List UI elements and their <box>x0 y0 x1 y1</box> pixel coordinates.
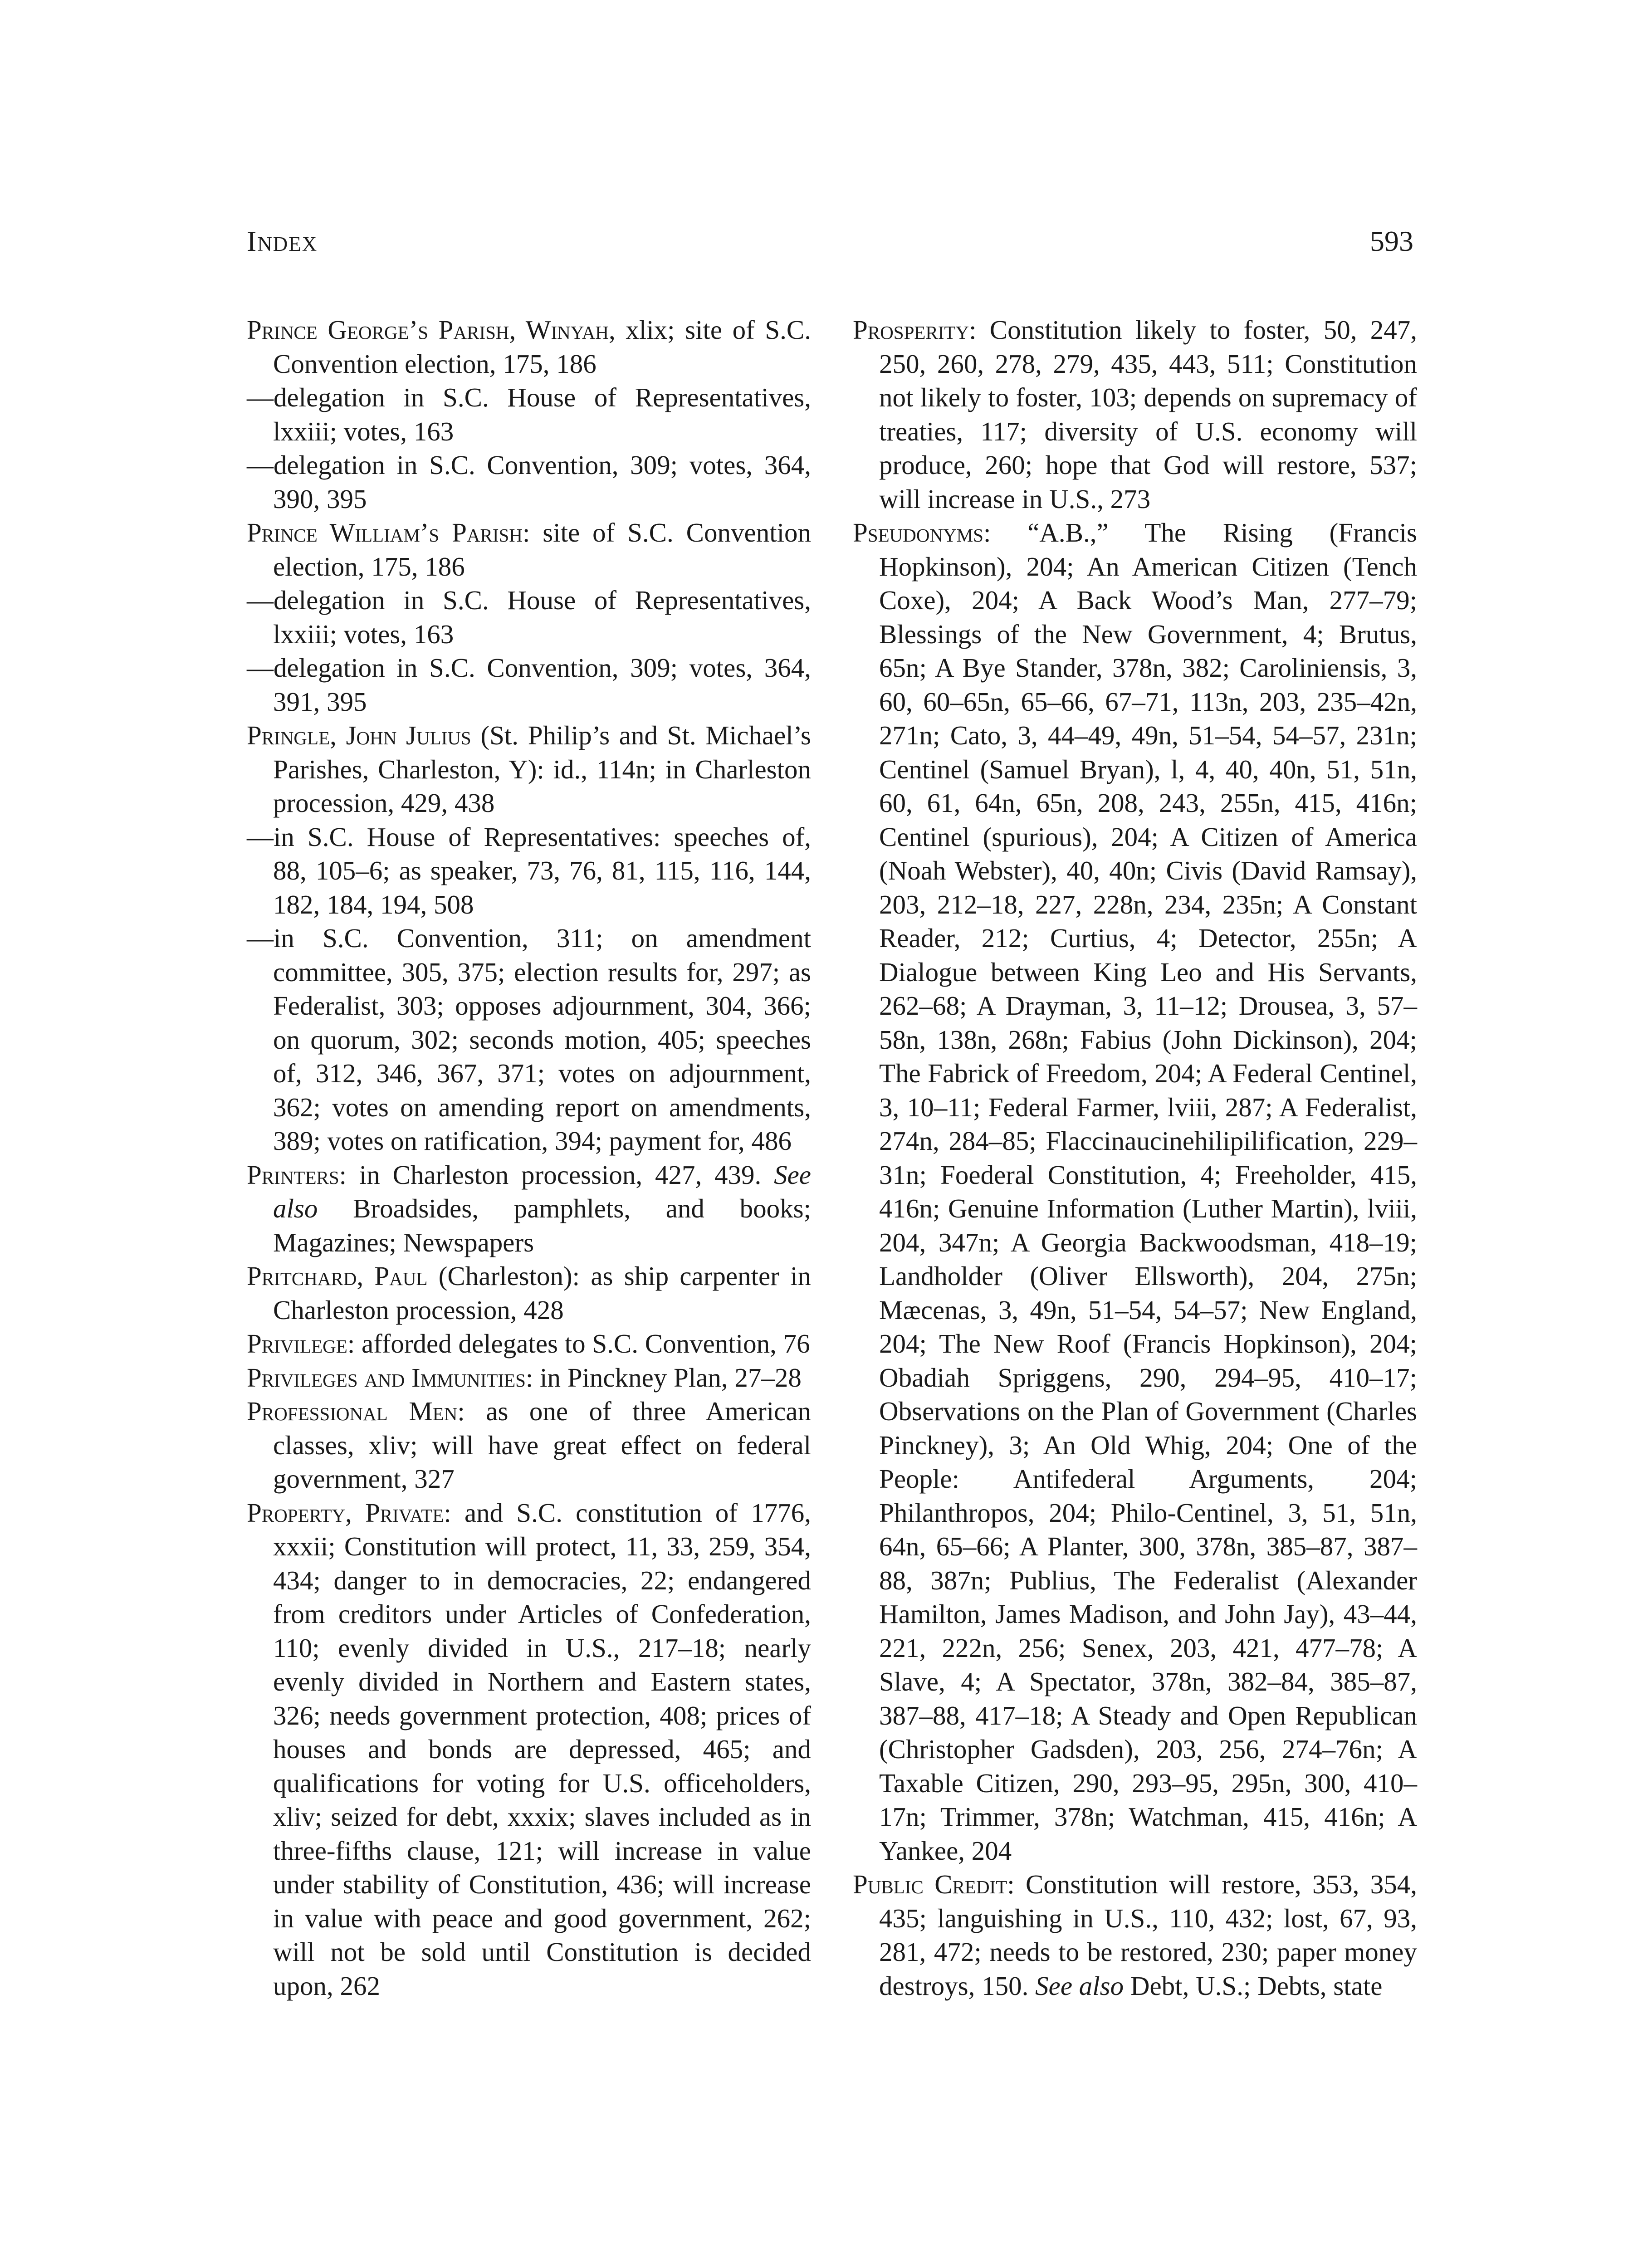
entry-heading: Pseudonyms <box>853 518 983 547</box>
entry-heading: Professional Men <box>247 1396 458 1426</box>
index-subentry: —delegation in S.C. Convention, 309; votes, 364, 391, 395 <box>247 653 811 717</box>
index-subentry: —delegation in S.C. House of Representatives, lxxiii; votes, 163 <box>247 585 811 649</box>
index-entry: Property, Private: and S.C. constitution of 1776, xxxii; Constitution will protect, 11, 33, 259, 354, 434; danger to in democracies, 22; endangered from creditors under Articles of Confederation, 110; evenly divided in U.S., 217–18; nearly evenly divided in Northern and Eastern states, 326; needs government protection, 408; prices of houses and bonds are depressed, 465; and qualifications for voting for U.S. officeholders, xliv; seized for debt, xxxix; slaves included as in three-fifths clause, 121; will increase in value under stability of Constitution, 436; will increase in value with peace and good government, 262; will not be sold until Constitution is decided upon, 262 <box>247 1497 811 2001</box>
index-subentry: —delegation in S.C. Convention, 309; votes, 364, 390, 395 <box>247 450 811 514</box>
page-number: 593 <box>1370 225 1413 257</box>
index-entry: Prince William’s Parish: site of S.C. Convention election, 175, 186 <box>247 518 811 582</box>
entry-heading: Prince William’s Parish <box>247 518 523 547</box>
entry-heading: Privilege <box>247 1329 347 1359</box>
page-header <box>247 225 1413 274</box>
index-entry: Professional Men: as one of three American classes, xliv; will have great effect on federal government, 327 <box>247 1396 811 1494</box>
index-entry: Privileges and Immunities: in Pinckney Plan, 27–28 <box>247 1362 802 1393</box>
index-subentry: —delegation in S.C. House of Representatives, lxxiii; votes, 163 <box>247 382 811 446</box>
index-entry: Pseudonyms: “A.B.,” The Rising (Francis Hopkinson), 204; An American Citizen (Tench Coxe), 204; A Back Wood’s Man, 277–79; Blessings of the New Government, 4; Brutus, 65n; A Bye Stander, 378n, 382; Caroliniensis, 3, 60, 60–65n, 65–66, 67–71, 113n, 203, 235–42n, 271n; Cato, 3, 44–49, 49n, 51–54, 54–57, 231n; Centinel (Samuel Bryan), l, 4, 40, 40n, 51, 51n, 60, 61, 64n, 65n, 208, 243, 255n, 415, 416n; Centinel (spurious), 204; A Citizen of America (Noah Webster), 40, 40n; Civis (David Ramsay), 203, 212–18, 227, 228n, 234, 235n; A Constant Reader, 212; Curtius, 4; Detector, 255n; A Dialogue between King Leo and His Servants, 262–68; A Drayman, 3, 11–12; Drousea, 3, 57–58n, 138n, 268n; Fabius (John Dickinson), 204; The Fabrick of Freedom, 204; A Federal Centinel, 3, 10–11; Federal Farmer, lviii, 287; A Federalist, 274n, 284–85; Flaccinaucinehilipilification, 229–31n; Foederal Constitution, 4; Freeholder, 415, 416n; Genuine Information (Luther Martin), lviii, 204, 347n; A Georgia Backwoodsman, 418–19; Landholder (Oliver Ellsworth), 204, 275n; Mæcenas, 3, 49n, 51–54, 54–57; New England, 204; The New Roof (Francis Hopkinson), 204; Obadiah Spriggens, 290, 294–95, 410–17; Observations on the Plan of Government (Charles Pinckney), 3; An Old Whig, 204; One of the People: Antifederal Arguments, 204; Philanthropos, 204; Philo-Centinel, 3, 51, 51n, 64n, 65–66; A Planter, 300, 378n, 385–87, 387–88, 387n; Publius, The Federalist (Alexander Hamilton, James Madison, and John Jay), 43–44, 221, 222n, 256; Senex, 203, 421, 477–78; A Slave, 4; A Spectator, 378n, 382–84, 385–87, 387–88, 417–18; A Steady and Open Republican (Christopher Gadsden), 203, 256, 274–76n; A Taxable Citizen, 290, 293–95, 295n, 300, 410–17n; Trimmer, 378n; Watchman, 415, 416n; A Yankee, 204 <box>853 518 1417 1866</box>
entry-heading: Property, Private <box>247 1497 444 1528</box>
see-also: See also <box>273 1159 811 1223</box>
entry-heading: Printers <box>247 1159 339 1190</box>
entry-heading: Pringle, John Julius <box>247 720 471 750</box>
entry-heading: Prince George’s Parish, Winyah <box>247 315 609 345</box>
running-head: Index <box>247 225 318 257</box>
index-entry: Pritchard, Paul (Charleston): as ship carpenter in Charleston procession, 428 <box>247 1261 811 1325</box>
index-entry: Prosperity: Constitution likely to foster, 50, 247, 250, 260, 278, 279, 435, 443, 511; Constitution not likely to foster, 103; depends on supremacy of treaties, 117; diversity of U.S. economy will produce, 260; hope that God will restore, 537; will increase in U.S., 273 <box>853 315 1417 514</box>
index-subentry: —in S.C. House of Representatives: speeches of, 88, 105–6; as speaker, 73, 76, 81, 115, 116, 144, 182, 184, 194, 508 <box>247 821 811 919</box>
index-subentry: —in S.C. Convention, 311; on amendment committee, 305, 375; election results for, 297; as Federalist, 303; opposes adjournment, 304, 366; on quorum, 302; seconds motion, 405; speeches of, 312, 346, 367, 371; votes on adjournment, 362; votes on amending report on amendments, 389; votes on ratification, 394; payment for, 486 <box>247 923 811 1156</box>
entry-heading: Public Credit <box>853 1869 1007 1899</box>
index-entry: Prince George’s Parish, Winyah, xlix; site of S.C. Convention election, 175, 186 <box>247 315 811 379</box>
see-also: See also <box>1035 1970 1124 2001</box>
index-entry: Public Credit: Constitution will restore, 353, 354, 435; languishing in U.S., 110, 432; lost, 67, 93, 281, 472; needs to be restored, 230; paper money destroys, 150. See also Debt, U.S.; Debts, state <box>853 1869 1417 2001</box>
entry-heading: Pritchard, Paul <box>247 1261 428 1291</box>
index-column-left <box>247 313 811 2003</box>
index-column-right <box>853 313 1417 2003</box>
index-entry: Pringle, John Julius (St. Philip’s and St. Michael’s Parishes, Charleston, Y): id., 114n; in Charleston procession, 429, 438 <box>247 720 811 818</box>
entry-heading: Privileges and Immunities <box>247 1362 526 1393</box>
index-entry: Printers: in Charleston procession, 427, 439. See also Broadsides, pamphlets, and books; Magazines; Newspapers <box>247 1159 811 1257</box>
entry-heading: Prosperity <box>853 315 969 345</box>
index-entry: Privilege: afforded delegates to S.C. Convention, 76 <box>247 1329 810 1359</box>
